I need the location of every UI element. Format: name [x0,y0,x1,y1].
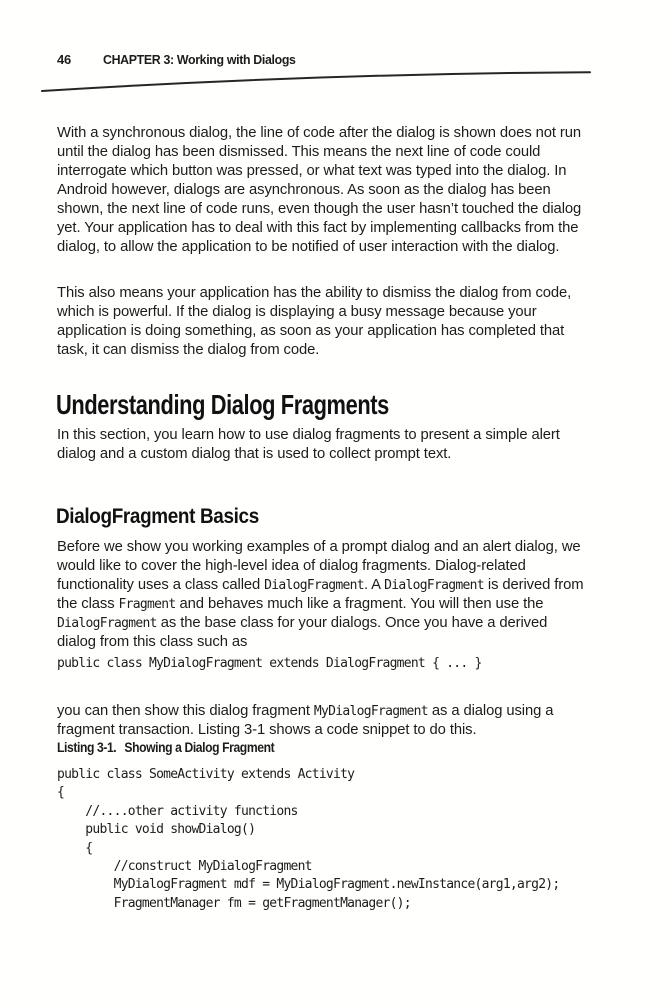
paragraph-text: as the base class for your dialogs. Once you have a derived dialog from this class such as [57,614,548,650]
code-line: { [57,840,93,856]
inline-code: DialogFragment [384,577,484,593]
inline-code-snippet: public class MyDialogFragment extends DialogFragment { ... } [57,656,482,671]
inline-code: MyDialogFragment [313,703,428,719]
inline-code: Fragment [118,596,176,612]
code-line: MyDialogFragment mdf = MyDialogFragment.newInstance(arg1,arg2); [57,877,560,893]
paragraph-text: Before we show you working examples of a prompt dialog and an alert dialog, we would like to cover the high-level idea of dialog fragments. Dialog-related functionality uses a class called [57,538,581,593]
paragraph-text: is derived from the class [57,576,584,612]
intro-paragraph-2: This also means your application has the ability to dismiss the dialog from code, which is powerful. If the dialog is displaying a busy message because your application is doing something, as soon as your application has completed that task, it can dismiss the dialog from code. [57,284,572,358]
listing-title: Showing a Dialog Fragment [124,740,275,755]
chapter-header: CHAPTER 3: Working with Dialogs [103,52,296,67]
header-rule-line [40,70,593,98]
code-block-listing-3-1 [57,766,617,913]
inline-code: DialogFragment [57,615,157,631]
code-line: public void showDialog() [57,822,256,838]
code-line: //....other activity functions [57,803,298,819]
paragraph-text: and behaves much like a fragment. You will then use the [175,595,544,612]
code-line: //construct MyDialogFragment [57,859,312,875]
section-title-understanding-dialog-fragments: Understanding Dialog Fragments [56,388,389,420]
paragraph-text: as a dialog using a fragment transaction. Listing 3-1 shows a code snippet to do this. [57,702,554,738]
paragraph-text: you can then show this dialog fragment [57,702,314,719]
section-intro-paragraph: In this section, you learn how to use dialog fragments to present a simple alert dialog and a custom dialog that is used to collect prompt text. [57,426,560,462]
paragraph-text: . A [363,576,385,593]
fragment-transaction-paragraph [57,702,585,740]
dialogfragment-basics-paragraph [57,538,585,652]
intro-paragraph-1: With a synchronous dialog, the line of code after the dialog is shown does not run until the dialog has been dismissed. This means the next line of code could interrogate which button was pressed, or what text was typed into the dialog. In Android however, dialogs are asynchronous. As soon as the dialog has been shown, the next line of code runs, even though the user hasn’t touched the dialog yet. Your application has to deal with this fact by implementing callbacks from the dialog, to allow the application to be notified of user interaction with the dialog. [57,124,582,255]
listing-caption [57,740,274,755]
subsection-title-dialogfragment-basics: DialogFragment Basics [56,503,259,528]
inline-code: DialogFragment [264,577,364,593]
code-line: { [57,785,65,801]
listing-label: Listing 3-1. [57,740,117,755]
code-line: FragmentManager fm = getFragmentManager(); [57,895,411,911]
page-number: 46 [57,52,72,67]
code-line: public class SomeActivity extends Activity [57,767,355,782]
